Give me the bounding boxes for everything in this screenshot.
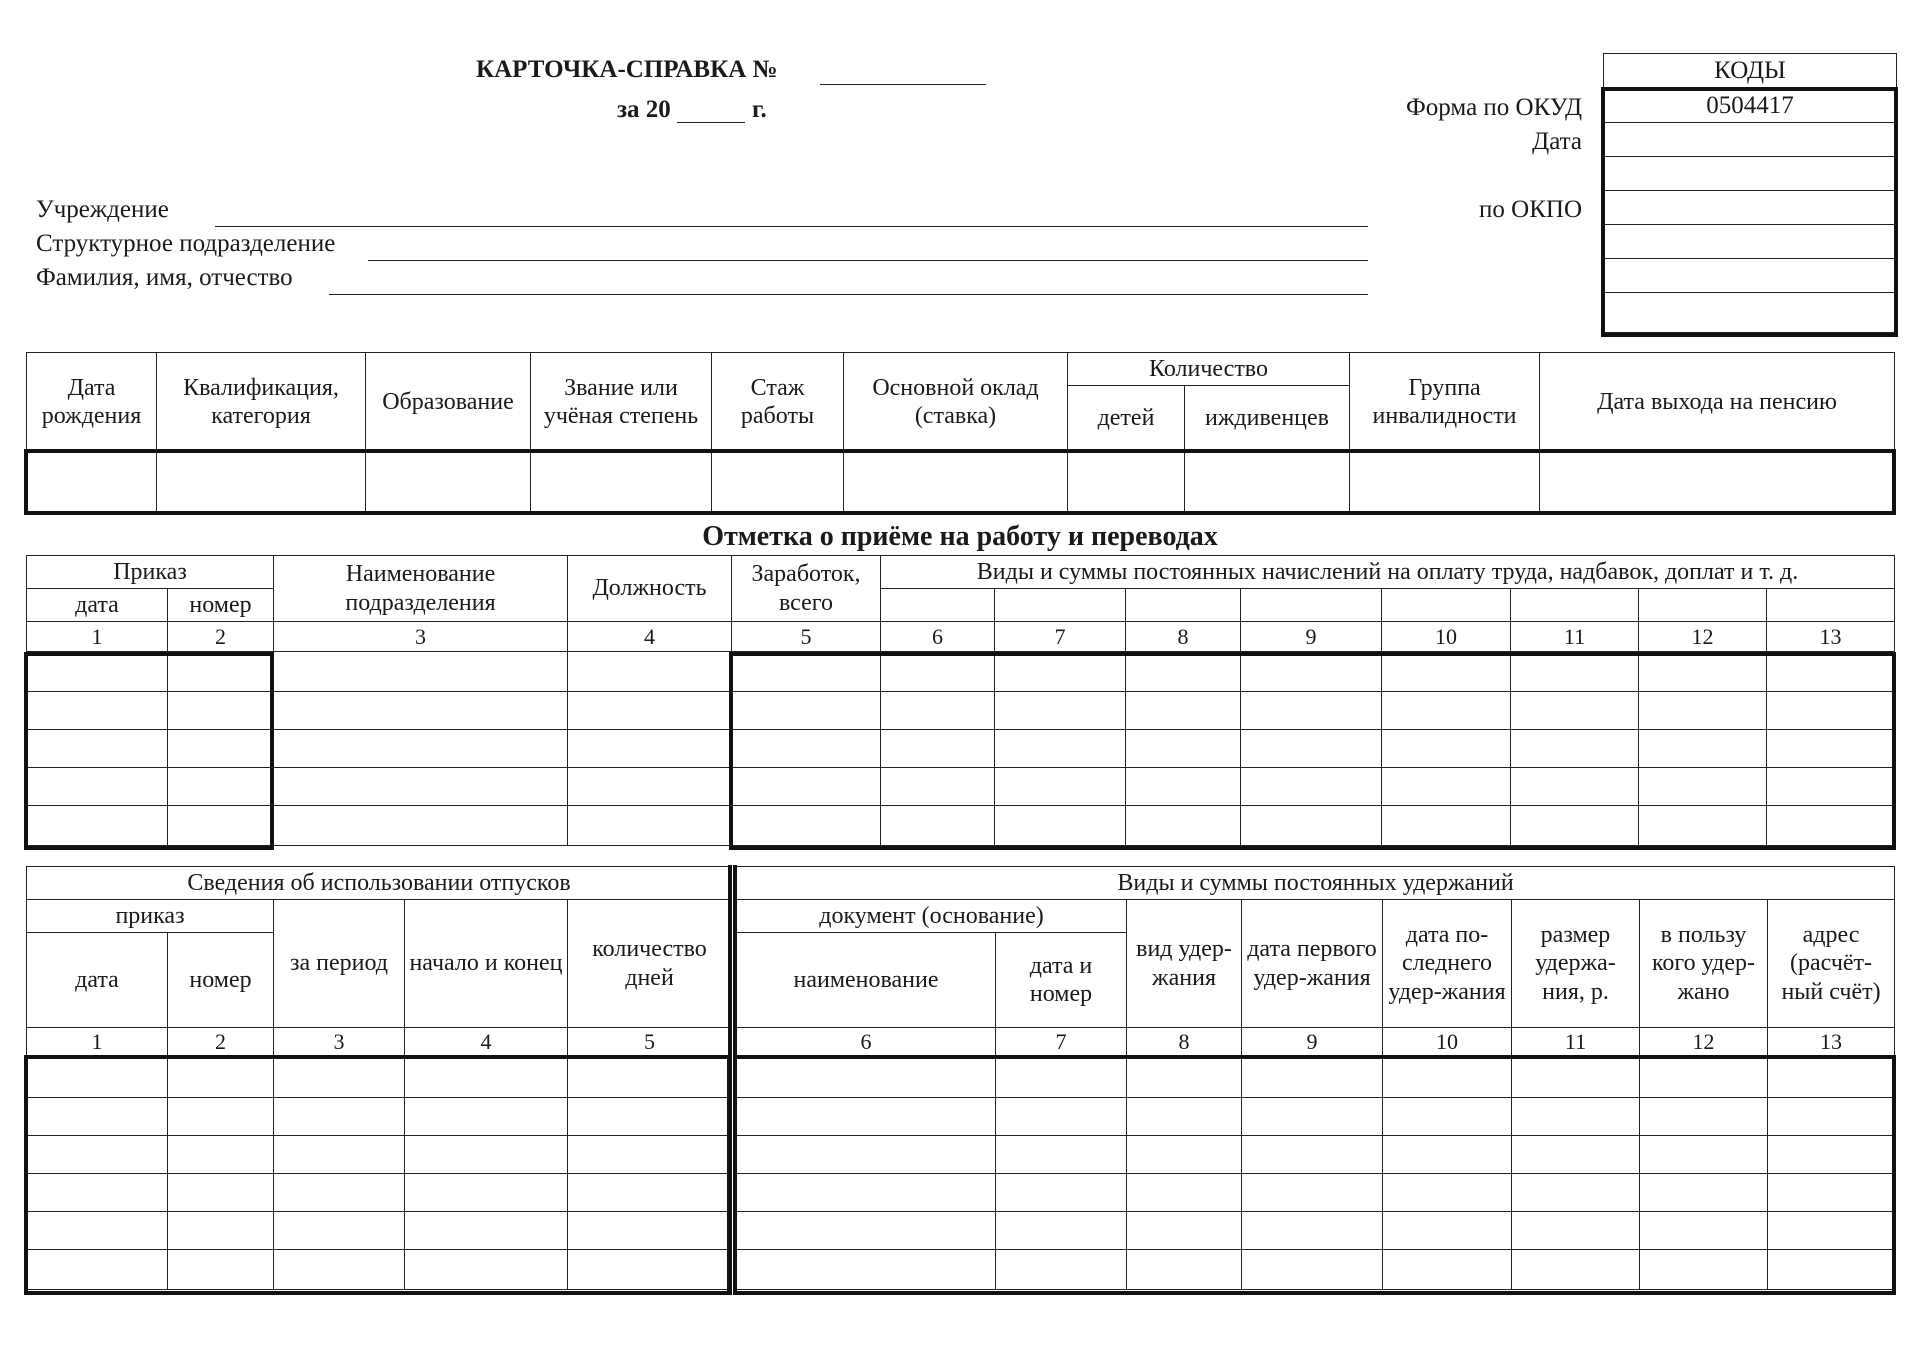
vacation-cell[interactable] [405, 1056, 568, 1098]
birth-date-header: Дата рождения [27, 353, 157, 452]
vacation-cell[interactable] [274, 1174, 405, 1212]
hiring-cell[interactable] [1511, 768, 1639, 806]
hiring-cell[interactable] [27, 806, 168, 846]
vacation-row [27, 1136, 732, 1174]
deduction-cell[interactable] [996, 1212, 1127, 1250]
vacation-cell[interactable] [168, 1212, 274, 1250]
vacation-row [27, 1174, 732, 1212]
deduction-cell[interactable] [1768, 1250, 1895, 1290]
document-name-header: наименование [737, 933, 996, 1028]
personal-cell[interactable] [844, 452, 1068, 512]
column-number: 12 [1640, 1028, 1768, 1056]
hiring-cell[interactable] [732, 730, 881, 768]
vacation-cell[interactable] [405, 1174, 568, 1212]
column-number: 11 [1512, 1028, 1640, 1056]
deductions-header: Виды и суммы постоянных удержаний [737, 867, 1895, 900]
deduction-cell[interactable] [1512, 1098, 1640, 1136]
accrual-col-13 [1767, 589, 1895, 622]
deduction-cell[interactable] [1383, 1056, 1512, 1098]
hiring-cell[interactable] [881, 806, 995, 846]
deduction-cell[interactable] [1242, 1136, 1383, 1174]
hiring-cell[interactable] [1767, 730, 1895, 768]
hiring-cell[interactable] [1241, 692, 1382, 730]
hiring-cell[interactable] [168, 652, 274, 692]
hiring-table [26, 555, 1895, 846]
vacation-period-header: за период [274, 900, 405, 1028]
hiring-cell[interactable] [732, 692, 881, 730]
hiring-cell[interactable] [881, 730, 995, 768]
deduction-cell[interactable] [1127, 1174, 1242, 1212]
deduction-cell[interactable] [1127, 1098, 1242, 1136]
deduction-cell[interactable] [996, 1056, 1127, 1098]
vacation-header: Сведения об использовании отпусков [27, 867, 732, 900]
hiring-cell[interactable] [27, 730, 168, 768]
order-date-header: дата [27, 589, 168, 622]
unit-name-header: Наименование подразделения [274, 556, 568, 622]
hiring-cell[interactable] [995, 652, 1126, 692]
column-number: 7 [995, 622, 1126, 652]
deduction-cell[interactable] [996, 1098, 1127, 1136]
personal-cell[interactable] [366, 452, 531, 512]
vacation-cell[interactable] [274, 1056, 405, 1098]
deduction-cell[interactable] [737, 1136, 996, 1174]
column-number: 1 [27, 622, 168, 652]
deduction-amount-header: размер удержа-ния, р. [1512, 900, 1640, 1028]
hiring-row [27, 730, 1895, 768]
deduction-cell[interactable] [737, 1212, 996, 1250]
hiring-cell[interactable] [881, 768, 995, 806]
hiring-cell[interactable] [274, 692, 568, 730]
code-cell-empty[interactable] [1604, 293, 1897, 333]
deduction-cell[interactable] [1383, 1098, 1512, 1136]
column-number: 9 [1241, 622, 1382, 652]
column-number: 4 [568, 622, 732, 652]
column-number: 11 [1511, 622, 1639, 652]
hiring-cell[interactable] [1767, 768, 1895, 806]
hiring-cell[interactable] [27, 652, 168, 692]
vacation-cell[interactable] [568, 1098, 732, 1136]
hiring-cell[interactable] [995, 692, 1126, 730]
vacation-cell[interactable] [168, 1250, 274, 1290]
column-number: 8 [1126, 622, 1241, 652]
vacation-number-header: номер [168, 933, 274, 1028]
deduction-cell[interactable] [1383, 1174, 1512, 1212]
deduction-cell[interactable] [1127, 1056, 1242, 1098]
vacation-days-header: количество дней [568, 900, 732, 1028]
year-label: за 20 [617, 96, 671, 123]
order-number-header: номер [168, 589, 274, 622]
column-number: 5 [732, 622, 881, 652]
deduction-cell[interactable] [1640, 1212, 1768, 1250]
degree-header: Звание или учёная степень [531, 353, 712, 452]
hiring-cell[interactable] [274, 652, 568, 692]
quantity-header: Количество [1068, 353, 1350, 386]
deductions-document-header: документ (основание) [737, 900, 1127, 933]
full-name-line[interactable] [329, 294, 1368, 295]
deduction-cell[interactable] [1383, 1250, 1512, 1290]
vacation-row [27, 1056, 732, 1098]
hiring-cell[interactable] [1241, 806, 1382, 846]
vacation-cell[interactable] [168, 1098, 274, 1136]
deduction-cell[interactable] [1512, 1136, 1640, 1174]
deduction-row [737, 1212, 1895, 1250]
vacation-cell[interactable] [274, 1212, 405, 1250]
hiring-cell[interactable] [732, 652, 881, 692]
column-number: 2 [168, 622, 274, 652]
hiring-cell[interactable] [1382, 652, 1511, 692]
deduction-row [737, 1098, 1895, 1136]
vacation-cell[interactable] [568, 1136, 732, 1174]
hiring-cell[interactable] [168, 806, 274, 846]
deduction-cell[interactable] [1242, 1212, 1383, 1250]
okud-value: 0504417 [1604, 89, 1897, 123]
personal-cell[interactable] [531, 452, 712, 512]
deduction-type-header: вид удер-жания [1127, 900, 1242, 1028]
column-number: 3 [274, 622, 568, 652]
column-number: 10 [1383, 1028, 1512, 1056]
deduction-cell[interactable] [1640, 1098, 1768, 1136]
hiring-cell[interactable] [1639, 806, 1767, 846]
first-deduction-date-header: дата первого удер-жания [1242, 900, 1383, 1028]
column-number: 9 [1242, 1028, 1383, 1056]
vacation-cell[interactable] [168, 1136, 274, 1174]
vacation-row [27, 1212, 732, 1250]
institution-label: Учреждение [36, 196, 169, 223]
deduction-cell[interactable] [1768, 1174, 1895, 1212]
deduction-cell[interactable] [1383, 1212, 1512, 1250]
earnings-header: Заработок, всего [732, 556, 881, 622]
year-line[interactable] [677, 122, 745, 123]
hiring-row [27, 652, 1895, 692]
personal-cell[interactable] [27, 452, 157, 512]
deduction-row [737, 1056, 1895, 1098]
vacation-table [26, 866, 732, 1290]
vacation-row [27, 1250, 732, 1290]
hiring-cell[interactable] [1767, 806, 1895, 846]
deduction-cell[interactable] [1127, 1250, 1242, 1290]
personal-cell[interactable] [1350, 452, 1540, 512]
column-number: 8 [1127, 1028, 1242, 1056]
pension-date-header: Дата выхода на пенсию [1540, 353, 1895, 452]
address-header: адрес (расчёт-ный счёт) [1768, 900, 1895, 1028]
column-number: 13 [1767, 622, 1895, 652]
disability-header: Группа инвалидности [1350, 353, 1540, 452]
form-title: КАРТОЧКА-СПРАВКА № [476, 56, 778, 83]
deductions-table [736, 866, 1895, 1290]
hiring-section-title: Отметка о приёме на работу и переводах [702, 521, 1218, 552]
position-header: Должность [568, 556, 732, 622]
hiring-cell[interactable] [1639, 730, 1767, 768]
deduction-cell[interactable] [737, 1174, 996, 1212]
column-number: 1 [27, 1028, 168, 1056]
hiring-cell[interactable] [1382, 730, 1511, 768]
hiring-cell[interactable] [995, 806, 1126, 846]
hiring-cell[interactable] [1639, 652, 1767, 692]
vacation-cell[interactable] [405, 1212, 568, 1250]
hiring-cell[interactable] [1382, 768, 1511, 806]
vacation-cell[interactable] [27, 1212, 168, 1250]
column-number: 10 [1382, 622, 1511, 652]
deduction-cell[interactable] [1640, 1174, 1768, 1212]
vacation-start-end-header: начало и конец [405, 900, 568, 1028]
last-deduction-date-header: дата по-следнего удер-жания [1383, 900, 1512, 1028]
deduction-cell[interactable] [1640, 1250, 1768, 1290]
personal-cell[interactable] [1068, 452, 1185, 512]
column-number: 6 [737, 1028, 996, 1056]
personal-cell[interactable] [712, 452, 844, 512]
deduction-cell[interactable] [1640, 1056, 1768, 1098]
column-number: 7 [996, 1028, 1127, 1056]
vacation-cell[interactable] [27, 1098, 168, 1136]
deduction-cell[interactable] [1640, 1136, 1768, 1174]
order-header: Приказ [27, 556, 274, 589]
department-label: Структурное подразделение [36, 230, 336, 257]
hiring-cell[interactable] [274, 768, 568, 806]
deduction-row [737, 1174, 1895, 1212]
deduction-cell[interactable] [1127, 1212, 1242, 1250]
vacation-cell[interactable] [405, 1250, 568, 1290]
accrual-col-8 [1126, 589, 1241, 622]
deduction-cell[interactable] [1768, 1098, 1895, 1136]
institution-line[interactable] [215, 226, 1368, 227]
deduction-cell[interactable] [1242, 1056, 1383, 1098]
hiring-cell[interactable] [1382, 692, 1511, 730]
hiring-cell[interactable] [27, 768, 168, 806]
qualification-header: Квалификация, категория [157, 353, 366, 452]
deduction-cell[interactable] [1512, 1174, 1640, 1212]
accrual-col-12 [1639, 589, 1767, 622]
hiring-cell[interactable] [1767, 692, 1895, 730]
personal-cell[interactable] [1540, 452, 1895, 512]
vacation-cell[interactable] [168, 1174, 274, 1212]
document-date-number-header: дата и номер [996, 933, 1127, 1028]
vacation-cell[interactable] [27, 1136, 168, 1174]
vacation-cell[interactable] [27, 1174, 168, 1212]
hiring-cell[interactable] [1511, 806, 1639, 846]
okpo-code-cell[interactable] [1604, 191, 1897, 225]
hiring-cell[interactable] [1511, 692, 1639, 730]
hiring-cell[interactable] [1126, 806, 1241, 846]
hiring-cell[interactable] [1382, 806, 1511, 846]
vacation-order-header: приказ [27, 900, 274, 933]
date-code-cell[interactable] [1604, 123, 1897, 157]
code-cell-empty[interactable] [1604, 259, 1897, 293]
vacation-cell[interactable] [27, 1056, 168, 1098]
vacation-cell[interactable] [405, 1136, 568, 1174]
card-number-line[interactable] [820, 84, 986, 85]
deduction-cell[interactable] [1242, 1098, 1383, 1136]
hiring-cell[interactable] [881, 652, 995, 692]
hiring-cell[interactable] [27, 692, 168, 730]
deduction-cell[interactable] [996, 1250, 1127, 1290]
department-line[interactable] [368, 260, 1368, 261]
codes-header: КОДЫ [1604, 54, 1897, 89]
hiring-cell[interactable] [168, 730, 274, 768]
hiring-cell[interactable] [1639, 692, 1767, 730]
column-number: 6 [881, 622, 995, 652]
hiring-cell[interactable] [1241, 768, 1382, 806]
hiring-cell[interactable] [274, 730, 568, 768]
hiring-cell[interactable] [168, 768, 274, 806]
column-number: 12 [1639, 622, 1767, 652]
hiring-cell[interactable] [1126, 692, 1241, 730]
vacation-cell[interactable] [568, 1174, 732, 1212]
vacation-cell[interactable] [168, 1056, 274, 1098]
code-cell-empty[interactable] [1604, 225, 1897, 259]
salary-header: Основной оклад (ставка) [844, 353, 1068, 452]
deduction-cell[interactable] [996, 1174, 1127, 1212]
deduction-cell[interactable] [737, 1098, 996, 1136]
vacation-cell[interactable] [568, 1056, 732, 1098]
deduction-cell[interactable] [1768, 1136, 1895, 1174]
hiring-cell[interactable] [1511, 730, 1639, 768]
accruals-header: Виды и суммы постоянных начислений на оплату труда, надбавок, доплат и т. д. [881, 556, 1895, 589]
accrual-col-10 [1382, 589, 1511, 622]
beneficiary-header: в пользу кого удер-жано [1640, 900, 1768, 1028]
hiring-row [27, 806, 1895, 846]
deduction-cell[interactable] [996, 1136, 1127, 1174]
hiring-cell[interactable] [732, 768, 881, 806]
date-label: Дата [1532, 128, 1582, 155]
hiring-row [27, 692, 1895, 730]
deduction-cell[interactable] [1512, 1212, 1640, 1250]
code-cell-empty[interactable] [1604, 157, 1897, 191]
vacation-cell[interactable] [274, 1136, 405, 1174]
deduction-cell[interactable] [1383, 1136, 1512, 1174]
vacation-date-header: дата [27, 933, 168, 1028]
column-number: 13 [1768, 1028, 1895, 1056]
hiring-cell[interactable] [568, 692, 732, 730]
okud-label: Форма по ОКУД [1406, 94, 1582, 121]
hiring-cell[interactable] [568, 768, 732, 806]
full-name-label: Фамилия, имя, отчество [36, 264, 293, 291]
accrual-col-6 [881, 589, 995, 622]
year-suffix: г. [752, 96, 767, 123]
vacation-cell[interactable] [27, 1250, 168, 1290]
accrual-col-9 [1241, 589, 1382, 622]
hiring-cell[interactable] [995, 768, 1126, 806]
personal-info-table [26, 352, 1895, 512]
hiring-cell[interactable] [1126, 730, 1241, 768]
deduction-cell[interactable] [1127, 1136, 1242, 1174]
codes-table [1603, 53, 1897, 333]
experience-header: Стаж работы [712, 353, 844, 452]
hiring-row [27, 768, 1895, 806]
hiring-cell[interactable] [732, 806, 881, 846]
column-number: 2 [168, 1028, 274, 1056]
okpo-label: по ОКПО [1479, 196, 1582, 223]
deduction-cell[interactable] [1512, 1250, 1640, 1290]
deduction-cell[interactable] [1242, 1174, 1383, 1212]
deduction-cell[interactable] [1512, 1056, 1640, 1098]
deduction-cell[interactable] [1768, 1056, 1895, 1098]
accrual-col-11 [1511, 589, 1639, 622]
personal-cell[interactable] [157, 452, 366, 512]
accrual-col-7 [995, 589, 1126, 622]
column-number: 5 [568, 1028, 732, 1056]
hiring-cell[interactable] [1767, 652, 1895, 692]
deduction-cell[interactable] [1242, 1250, 1383, 1290]
vacation-row [27, 1098, 732, 1136]
hiring-cell[interactable] [1126, 768, 1241, 806]
hiring-cell[interactable] [1511, 652, 1639, 692]
deduction-cell[interactable] [1768, 1212, 1895, 1250]
deduction-cell[interactable] [737, 1250, 996, 1290]
hiring-cell[interactable] [274, 806, 568, 846]
hiring-cell[interactable] [568, 730, 732, 768]
hiring-cell[interactable] [1241, 730, 1382, 768]
personal-cell[interactable] [1185, 452, 1350, 512]
vacation-cell[interactable] [405, 1098, 568, 1136]
hiring-cell[interactable] [568, 806, 732, 846]
vacation-cell[interactable] [274, 1098, 405, 1136]
deduction-row [737, 1136, 1895, 1174]
hiring-cell[interactable] [1639, 768, 1767, 806]
education-header: Образование [366, 353, 531, 452]
dependents-header: иждивенцев [1185, 386, 1350, 452]
deduction-cell[interactable] [737, 1056, 996, 1098]
vacation-cell[interactable] [568, 1250, 732, 1290]
vacation-cell[interactable] [568, 1212, 732, 1250]
column-number: 4 [405, 1028, 568, 1056]
hiring-cell[interactable] [1241, 652, 1382, 692]
column-number: 3 [274, 1028, 405, 1056]
hiring-cell[interactable] [881, 692, 995, 730]
deduction-row [737, 1250, 1895, 1290]
hiring-cell[interactable] [568, 652, 732, 692]
hiring-cell[interactable] [1126, 652, 1241, 692]
vacation-cell[interactable] [274, 1250, 405, 1290]
hiring-cell[interactable] [168, 692, 274, 730]
hiring-cell[interactable] [995, 730, 1126, 768]
children-header: детей [1068, 386, 1185, 452]
